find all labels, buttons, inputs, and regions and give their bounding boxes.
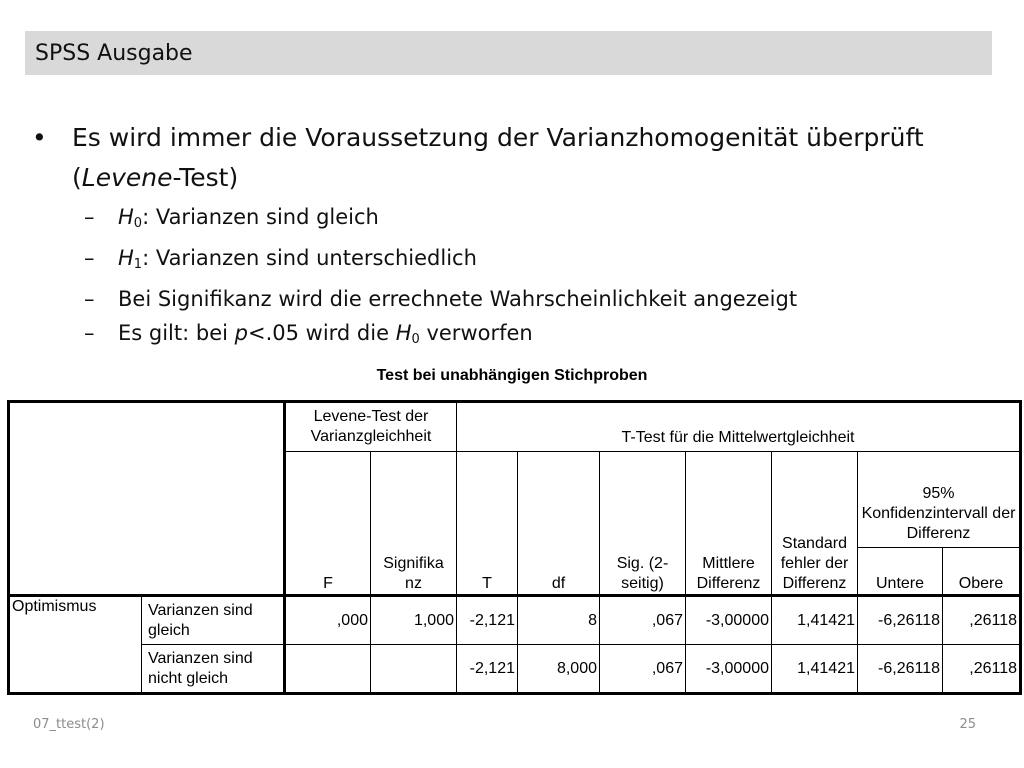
sub-bullet-h0 xyxy=(30,200,990,241)
hypothesis-symbol: H xyxy=(118,246,134,270)
bullet-dot-icon: • xyxy=(32,123,47,152)
col-header-upper: Obere xyxy=(943,548,1021,596)
bullet-list xyxy=(30,118,990,357)
sub-bullet-rule xyxy=(30,316,990,357)
col-header-f: F xyxy=(285,452,371,596)
main-bullet-italic: Levene xyxy=(81,163,173,192)
levene-header: Levene-Test der Varianzgleichheit xyxy=(285,402,457,452)
cell-upper: ,26118 xyxy=(943,645,1021,694)
slide-title: SPSS Ausgabe xyxy=(35,41,193,66)
footer-left: 07_ttest(2) xyxy=(33,717,105,732)
hypothesis-index: 0 xyxy=(411,332,420,347)
col-header-t: T xyxy=(457,452,518,596)
col-header-se-diff: Standard fehler der Differenz xyxy=(772,452,858,596)
sub-bullet-text: Es gilt: bei xyxy=(118,321,235,345)
hypothesis-index: 0 xyxy=(133,216,143,231)
hypothesis-symbol: H xyxy=(395,321,412,345)
cell-se-diff: 1,41421 xyxy=(772,596,858,645)
row-label: Varianzen sind gleich xyxy=(142,596,285,645)
ci-header: 95% Konfidenzintervall der Differenz xyxy=(858,452,1021,548)
table-title: Test bei unabhängigen Stichproben xyxy=(376,367,648,384)
sub-bullet-list xyxy=(30,200,990,357)
col-header-sig2: Sig. (2-seitig) xyxy=(600,452,686,596)
main-bullet-end: -Test) xyxy=(172,163,239,192)
dash-icon: – xyxy=(84,287,95,311)
hypothesis-symbol: H xyxy=(118,205,134,229)
sub-bullet-h1 xyxy=(30,241,990,282)
sub-bullet-text: <.05 wird die xyxy=(247,321,396,345)
empty-corner-cell xyxy=(9,402,285,596)
cell-t: -2,121 xyxy=(457,645,518,694)
cell-df: 8 xyxy=(518,596,600,645)
ttest-header: T-Test für die Mittelwertgleichheit xyxy=(457,402,1021,452)
col-header-lower: Untere xyxy=(858,548,943,596)
sub-bullet-text: : Varianzen sind unterschiedlich xyxy=(142,246,477,270)
main-bullet-text: Es wird immer die Voraussetzung der Varianzhomogenität überprüft ( xyxy=(72,123,924,192)
spss-output-table xyxy=(7,400,1022,695)
cell-mean-diff: -3,00000 xyxy=(686,596,772,645)
col-header-df: df xyxy=(518,452,600,596)
dash-icon: – xyxy=(84,205,95,229)
cell-f: ,000 xyxy=(285,596,371,645)
page-number: 25 xyxy=(959,717,976,732)
cell-se-diff: 1,41421 xyxy=(772,645,858,694)
col-header-mean-diff: Mittlere Differenz xyxy=(686,452,772,596)
cell-mean-diff: -3,00000 xyxy=(686,645,772,694)
dash-icon: – xyxy=(84,321,95,345)
cell-sig: 1,000 xyxy=(371,596,457,645)
cell-f xyxy=(285,645,371,694)
cell-sig2: ,067 xyxy=(600,596,686,645)
sub-bullet-text: verworfen xyxy=(419,321,533,345)
cell-df: 8,000 xyxy=(518,645,600,694)
main-bullet xyxy=(30,118,990,198)
cell-t: -2,121 xyxy=(457,596,518,645)
sub-bullet-text: : Varianzen sind gleich xyxy=(142,205,379,229)
cell-lower: -6,26118 xyxy=(858,596,943,645)
p-symbol: p xyxy=(234,321,248,345)
cell-upper: ,26118 xyxy=(943,596,1021,645)
col-header-sig: Signifika nz xyxy=(371,452,457,596)
cell-lower: -6,26118 xyxy=(858,645,943,694)
slide-title-bar xyxy=(25,31,992,75)
sub-bullet-text: Bei Signifikanz wird die errechnete Wahrscheinlichkeit angezeigt xyxy=(118,287,798,311)
dash-icon: – xyxy=(84,246,95,270)
row-label: Varianzen sind nicht gleich xyxy=(142,645,285,694)
hypothesis-index: 1 xyxy=(133,257,143,272)
cell-sig xyxy=(371,645,457,694)
sub-bullet-significance xyxy=(30,282,990,316)
cell-sig2: ,067 xyxy=(600,645,686,694)
row-variable: Optimismus xyxy=(9,596,142,694)
